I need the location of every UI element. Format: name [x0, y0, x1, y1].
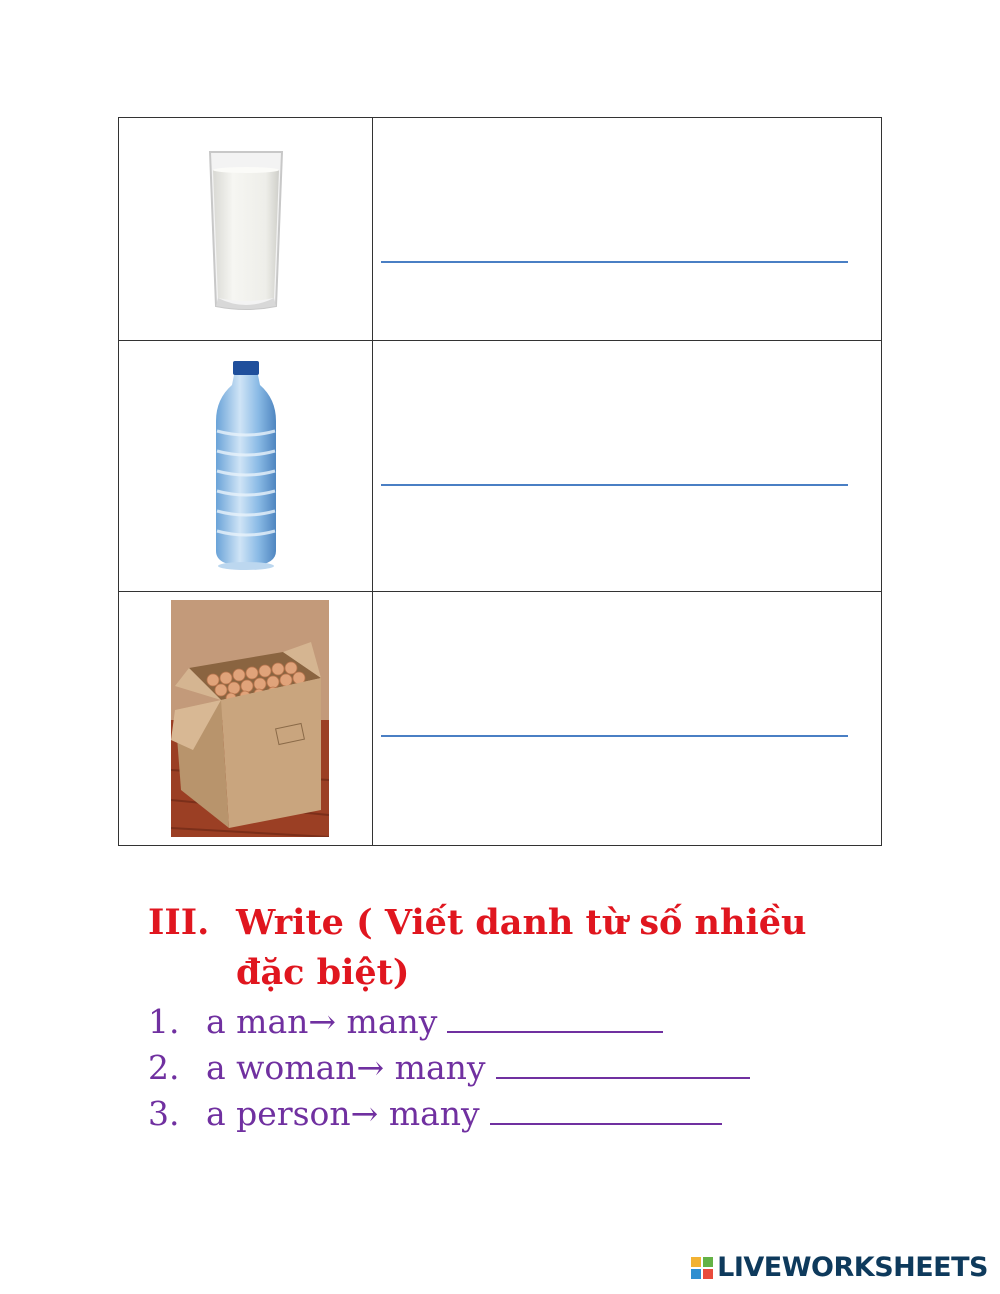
item-suffix: many — [394, 1048, 486, 1087]
image-cell — [119, 341, 373, 591]
image-cell — [119, 591, 373, 845]
item-number: 3. — [148, 1094, 180, 1133]
answer-cell[interactable] — [373, 341, 882, 591]
box-of-eggs-image — [171, 600, 329, 837]
list-item — [148, 1045, 750, 1091]
answer-blank[interactable] — [447, 1001, 663, 1033]
arrow-icon: → — [308, 1002, 337, 1041]
section-title: Write ( Viết danh từ số nhiều đặc biệt) — [236, 902, 807, 993]
item-suffix: many — [388, 1094, 480, 1133]
water-bottle-image — [206, 361, 286, 571]
vocab-table — [118, 117, 882, 846]
image-cell — [119, 118, 373, 341]
section-number: III. — [148, 902, 210, 943]
answer-blank[interactable] — [490, 1093, 722, 1125]
item-number: 1. — [148, 1002, 180, 1041]
arrow-icon: → — [356, 1048, 385, 1087]
answer-line[interactable] — [381, 261, 848, 263]
answer-line[interactable] — [381, 735, 848, 737]
answer-blank[interactable] — [496, 1047, 750, 1079]
item-text: a man — [206, 1002, 309, 1041]
item-suffix: many — [346, 1002, 438, 1041]
table-row — [119, 341, 882, 591]
liveworksheets-logo — [691, 1252, 988, 1283]
answer-line[interactable] — [381, 484, 848, 486]
item-text: a woman — [206, 1048, 357, 1087]
list-item — [148, 1091, 722, 1137]
table-row — [119, 118, 882, 341]
arrow-icon: → — [350, 1094, 379, 1133]
item-text: a person — [206, 1094, 351, 1133]
logo-icon — [691, 1257, 713, 1279]
table-row — [119, 591, 882, 845]
list-item — [148, 999, 663, 1045]
answer-cell[interactable] — [373, 118, 882, 341]
brand-name: LIVEWORKSHEETS — [717, 1252, 988, 1283]
item-number: 2. — [148, 1048, 180, 1087]
answer-cell[interactable] — [373, 591, 882, 845]
glass-of-milk-image — [206, 146, 286, 312]
